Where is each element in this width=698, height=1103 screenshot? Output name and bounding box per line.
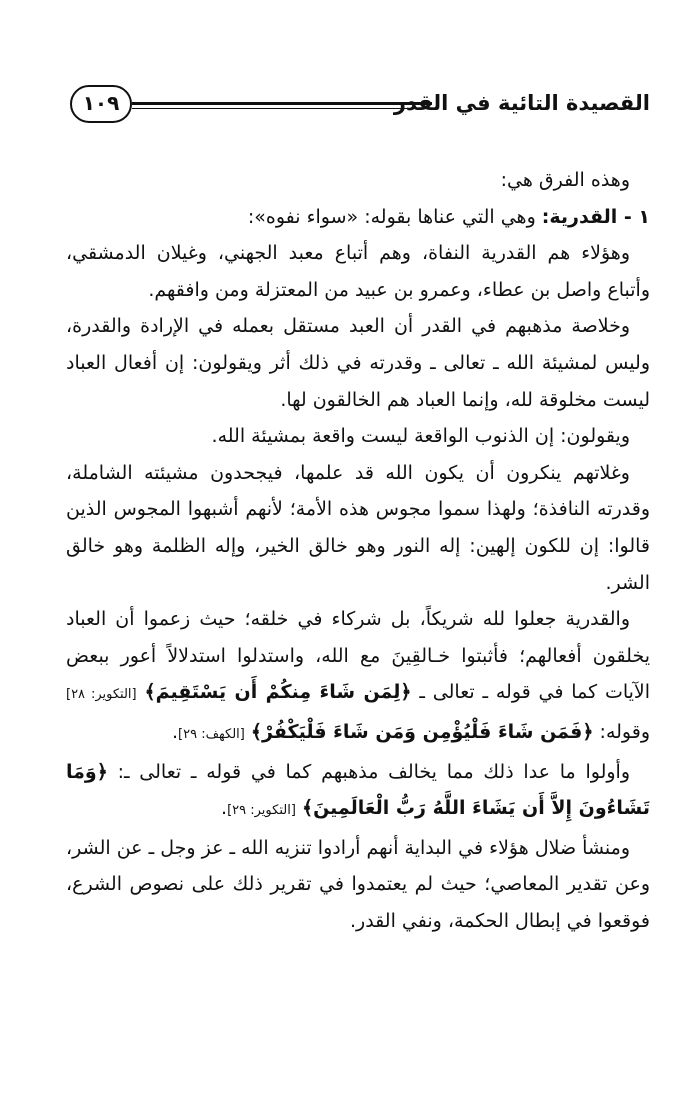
paragraph-5-text-c: . [171,720,179,743]
page-body [66,162,650,939]
verse-reference-2: [الكهف: ٢٩] [178,726,245,742]
paragraph-7: ومنشأ ضلال هؤلاء في البداية أنهم أرادوا تنزيه الله ـ عز وجل ـ عن الشر، وعن تقدير المعاصي؛ حيث لم يعتمدوا في تقرير ذلك على نصوص الشرع، فوقعوا في إبطال الحكمة، ونفي القدر. [66,836,650,932]
running-header [70,80,650,140]
intro-line: وهذه الفرق هي: [500,169,630,191]
paragraph-5 [66,601,650,753]
quran-verse-2: ﴿فَمَن شَاءَ فَلْيُؤْمِن وَمَن شَاءَ فَلْيَكْفُرْ﴾ [250,720,594,743]
paragraph-1: وهؤلاء هم القدرية النفاة، وهم أتباع معبد الجهني، وغيلان الدمشقي، وأتباع واصل بن عطاء، وعمرو بن عبيد من المعتزلة ومن وافقهم. [66,242,650,301]
verse-reference-3: [التكوير: ٢٩] [227,803,296,819]
section-label: ١ - القدرية: [541,205,650,228]
header-title: القصيدة التائية في القدر [393,91,650,115]
paragraph-2: وخلاصة مذهبهم في القدر أن العبد مستقل بعمله في الإرادة والقدرة، وليس لمشيئة الله ـ تعالى ـ وقدرته في ذلك أثر ويقولون: إن أفعال العباد ليست مخلوقة لله، وإنما العباد هم الخالقون لها. [66,315,650,411]
paragraph-3: ويقولون: إن الذنوب الواقعة ليست واقعة بمشيئة الله. [211,425,630,448]
paragraph-5-text-a: والقدرية جعلوا لله شريكاً، بل شركاء في خلقه؛ حيث زعموا أن العباد يخلقون أفعالهم؛ فأثبتوا خـالقِينَ مع الله، واستدلوا استدلالاً أعور ببعض الآيات كما في قوله ـ تعالى ـ [66,608,651,704]
quran-verse-1: ﴿لِمَن شَاءَ مِنكُمْ أَن يَسْتَقِيمَ﴾ [144,681,412,704]
paragraph-6-text-a: وأولوا ما عدا ذلك مما يخالف مذهبهم كما في قوله ـ تعالى ـ: [107,760,630,783]
quran-verse-3: ﴿وَمَا تَشَاءُونَ إِلاَّ أَن يَشَاءَ اللَّهُ رَبُّ الْعَالَمِينَ﴾ [66,760,650,820]
paragraph-4: وغلاتهم ينكرون أن يكون الله قد علمها، فيجحدون مشيئته الشاملة، وقدرته النافذة؛ ولهذا سموا مجوس هذه الأمة؛ لأنهم أشبهوا المجوس الذين قالوا: إن للكون إلهين: إله النور وهو خالق الخير، وإله الظلمة وهو خالق الشر. [66,461,650,594]
verse-reference-1: [التكوير: ٢٨] [66,687,137,703]
section-heading-line [66,199,650,236]
header-rule [132,102,432,109]
page-number: ١٠٩ [70,85,132,123]
section-intro: وهي التي عناها بقوله: «سواء نفوه»: [247,205,542,228]
paragraph-6 [66,754,650,830]
paragraph-5-text-b: وقوله: [593,720,650,743]
paragraph-6-text-b: . [221,797,228,820]
